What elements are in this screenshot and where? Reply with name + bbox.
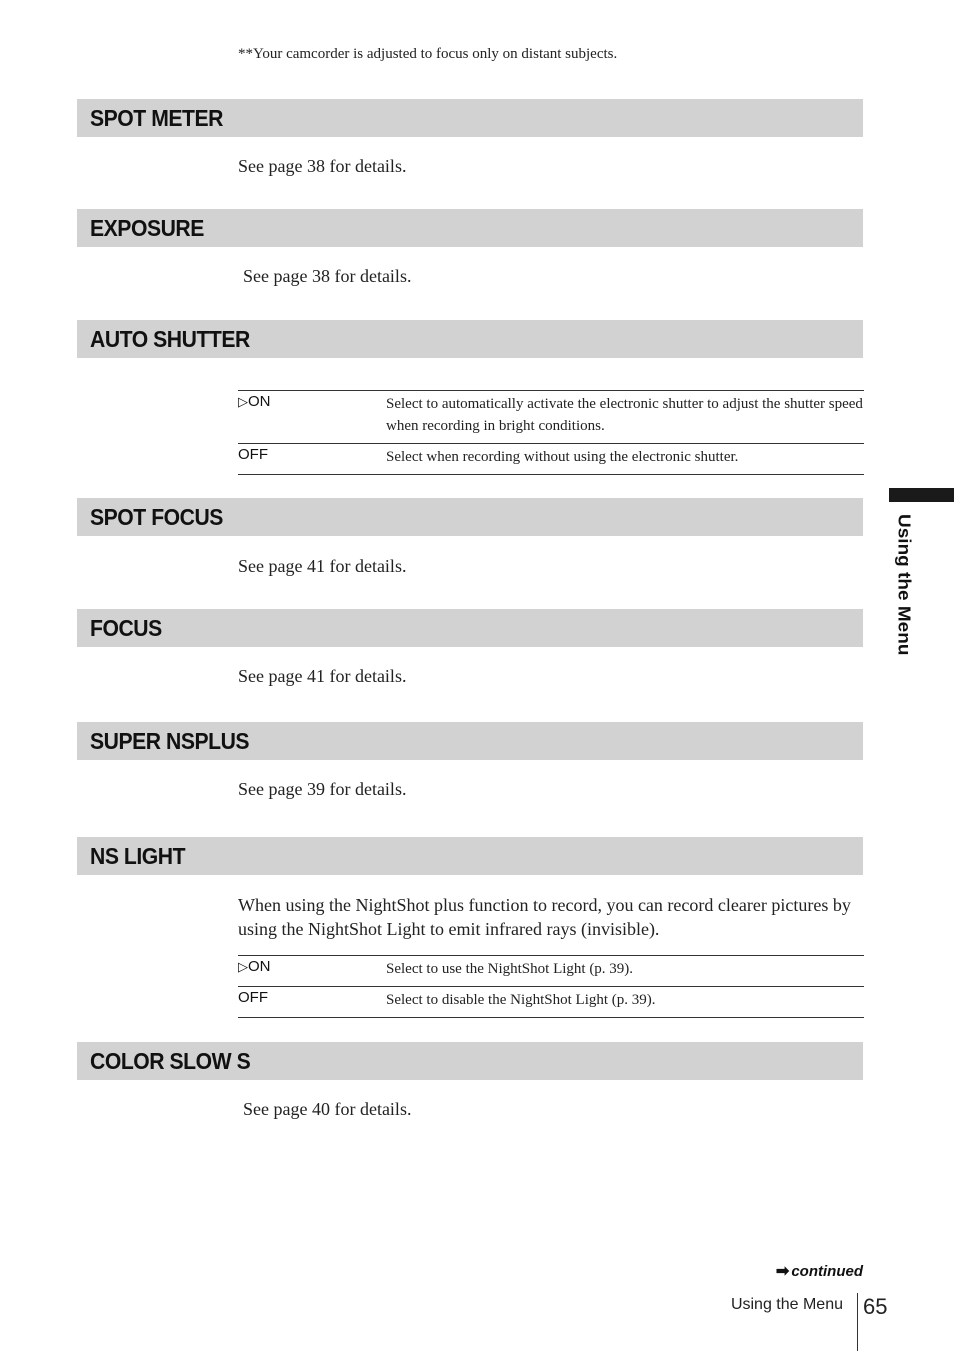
option-description: Select to use the NightShot Light (p. 39). (386, 961, 634, 977)
section-text-ns-light: When using the NightShot plus function to record, you can record clearer pictures by using the NightShot Light to emit infrared rays (invisible). (238, 895, 851, 939)
section-text-focus: See page 41 for details. (238, 666, 407, 686)
option-row-off (238, 987, 864, 1018)
section-header-spot-focus (77, 498, 863, 536)
section-title: SUPER NSPLUS (90, 728, 250, 754)
option-description: Select when recording without using the electronic shutter. (386, 449, 739, 465)
option-key: OFF (238, 989, 268, 1006)
section-title: COLOR SLOW S (90, 1048, 251, 1074)
section-title: NS LIGHT (90, 843, 186, 869)
option-description: Select to disable the NightShot Light (p. 39). (386, 992, 656, 1008)
section-title: EXPOSURE (90, 215, 204, 241)
option-description: Select to automatically activate the electronic shutter to adjust the shutter speed when recording in bright conditions. (386, 396, 863, 434)
section-header-spot-meter (77, 99, 863, 137)
section-title: FOCUS (90, 615, 162, 641)
section-header-exposure (77, 209, 863, 247)
section-text-color-slow-s: See page 40 for details. (243, 1099, 412, 1119)
section-title: AUTO SHUTTER (90, 326, 250, 352)
section-title: SPOT METER (90, 105, 223, 131)
page-number: 65 (863, 1294, 888, 1319)
section-header-color-slow-s (77, 1042, 863, 1080)
section-text-spot-focus: See page 41 for details. (238, 556, 407, 576)
options-table-auto-shutter (238, 390, 864, 475)
option-key: ▷ON (238, 393, 271, 410)
footer-divider (857, 1293, 858, 1351)
section-header-auto-shutter (77, 320, 863, 358)
options-table-ns-light (238, 955, 864, 1018)
option-row-on (238, 956, 864, 987)
section-header-focus (77, 609, 863, 647)
chapter-tab-marker (889, 488, 954, 502)
option-key: ▷ON (238, 958, 271, 975)
section-text-exposure: See page 38 for details. (243, 266, 412, 286)
section-text-super-nsplus: See page 39 for details. (238, 779, 407, 799)
option-row-off (238, 444, 864, 475)
section-text-spot-meter: See page 38 for details. (238, 156, 407, 176)
arrow-right-icon: ➡ (775, 1263, 790, 1280)
default-marker-icon: ▷ (238, 394, 248, 409)
continued-indicator: ➡ continued (775, 1263, 863, 1280)
default-marker-icon: ▷ (238, 959, 248, 974)
section-header-super-nsplus (77, 722, 863, 760)
option-row-on (238, 391, 864, 444)
footnote: **Your camcorder is adjusted to focus only on distant subjects. (238, 46, 618, 62)
section-header-ns-light (77, 837, 863, 875)
section-title: SPOT FOCUS (90, 504, 223, 530)
chapter-tab-label: Using the Menu (894, 514, 913, 656)
footer-section-name: Using the Menu (730, 1296, 843, 1313)
option-key: OFF (238, 446, 268, 463)
